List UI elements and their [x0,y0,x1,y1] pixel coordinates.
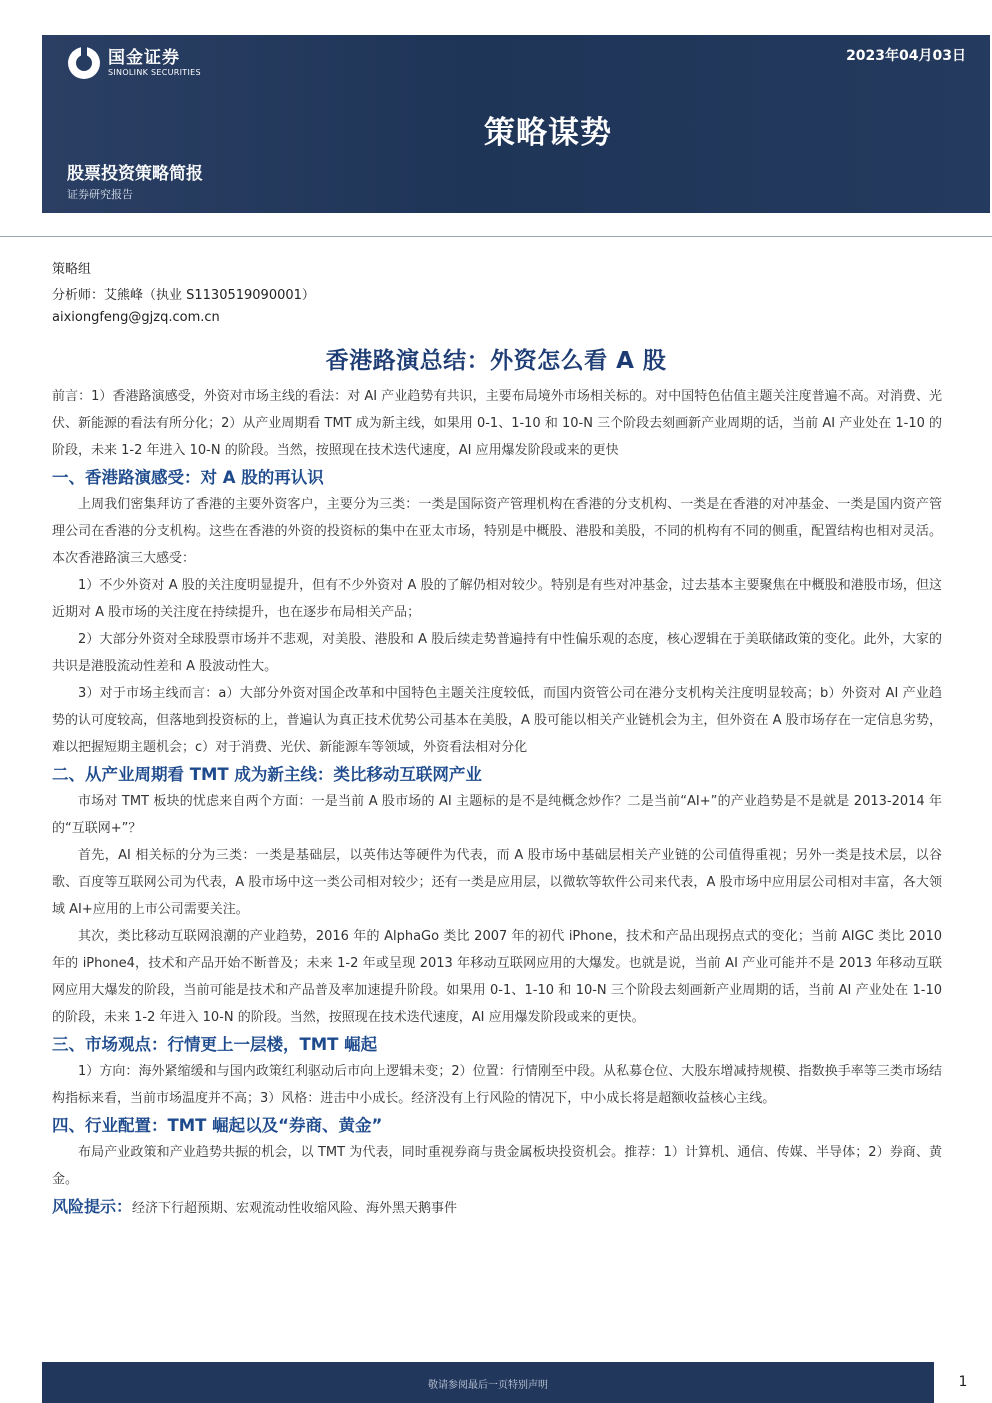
section-3-paragraph: 1）方向：海外紧缩缓和与国内政策红利驱动后市向上逻辑未变；2）位置：行情刚至中段。从私募仓位、大股东增减持规模、指数换手率等三类市场结构指标来看，当前市场温度并不高；3）风格：进击中小成长。经济没有上行风险的情况下，中小成长将是超额收益核心主线。 [52,1064,942,1106]
report-date: 2023年04月03日 [846,48,966,64]
logo-chinese-name: 国金证券 [108,47,180,68]
risk-label: 风险提示： [52,1197,133,1216]
section-1-paragraph: 2）大部分外资对全球股票市场并不悲观，对美股、港股和 A 股后续走势普遍持有中性偏乐观的态度，核心逻辑在于美联储政策的变化。此外，大家的共识是港股流动性差和 A 股波动性大。 [52,632,942,674]
section-4-paragraph: 布局产业政策和产业趋势共振的机会，以 TMT 为代表，同时重视券商与贵金属板块投资机会。推荐：1）计算机、通信、传媒、半导体；2）券商、黄金。 [52,1145,942,1187]
risk-warning [52,1193,942,1222]
section-4-heading: 四、行业配置：TMT 崛起以及“券商、黄金” [52,1116,383,1135]
section-1-paragraph: 上周我们密集拜访了香港的主要外资客户，主要分为三类：一类是国际资产管理机构在香港的分支机构、一类是在香港的对冲基金、一类是国内资产管理公司在香港的分支机构。这些在香港的外资的投资标的集中在亚太市场，特别是中概股、港股和美股，不同的机构有不同的侧重，配置结构也相对灵活。本次香港路演三大感受： [52,497,942,566]
report-series-title: 策略谋势 [484,115,612,151]
page-footer [42,1362,934,1403]
risk-text: 经济下行超预期、宏观流动性收缩风险、海外黑天鹅事件 [132,1201,458,1216]
section-1-paragraph: 1）不少外资对 A 股的关注度明显提升，但有不少外资对 A 股的了解仍相对较少。特别是有些对冲基金，过去基本主要聚焦在中概股和港股市场，但这近期对 A 股市场的关注度在持续提升，也在逐步布局相关产品； [52,578,942,620]
section-2-paragraph: 其次，类比移动互联网浪潮的产业趋势，2016 年的 AlphaGo 类比 2007 年的初代 iPhone，技术和产品出现拐点式的变化；当前 AIGC 类比 2010 年的 iPhone4，技术和产品开始不断普及；未来 1-2 年或呈现 2013 年移动互联网应用的大爆发。也就是说，当前 AI 产业可能并不是 2013 年移动互联网应用大爆发的阶段，当前可能是技术和产品普及率加速提升阶段。如果用 0-1、1-10 和 10-N 三个阶段去刻画新产业周期的话，当前 AI 产业处在 1-10 的阶段，未来 1-2 年进入 10-N 的阶段。当然，按照现在技术迭代速度，AI 应用爆发阶段或来的更快。 [52,929,942,1025]
research-group: 策略组 [52,262,92,277]
section-2-paragraph: 市场对 TMT 板块的忧虑来自两个方面：一是当前 A 股市场的 AI 主题标的是不是纯概念炒作？二是当前“AI+”的产业趋势是不是就是 2013-2014 年的“互联网+”？ [52,794,942,836]
header-divider [0,236,992,237]
sinolink-logo-icon [68,47,100,79]
section-2-paragraph: 首先，AI 相关标的分为三类：一类是基础层，以英伟达等硬件为代表，而 A 股市场中基础层相关产业链的公司值得重视；另外一类是技术层，以谷歌、百度等互联网公司为代表，A 股市场中这一类公司相对较少；还有一类是应用层，以微软等软件公司来代表，A 股市场中应用层公司相对丰富，各大领域 AI+应用的上市公司需要关注。 [52,848,942,917]
document-title: 香港路演总结：外资怎么看 A 股 [325,348,667,374]
page-number: 1 [958,1374,968,1390]
analyst-email[interactable]: aixiongfeng@gjzq.com.cn [52,310,220,325]
brand-logo [68,47,201,79]
intro-paragraph: 前言：1）香港路演感受，外资对市场主线的看法：对 AI 产业趋势有共识，主要布局境外市场相关标的。对中国特色估值主题关注度普遍不高。对消费、光伏、新能源的看法有所分化；2）从产业周期看 TMT 成为新主线，如果用 0-1、1-10 和 10-N 三个阶段去刻画新产业周期的话，当前 AI 产业处在 1-10 的阶段，未来 1-2 年进入 10-N 的阶段。当然，按照现在技术迭代速度，AI 应用爆发阶段或来的更快 [52,389,942,458]
section-1-paragraph: 3）对于市场主线而言：a）大部分外资对国企改革和中国特色主题关注度较低，而国内资管公司在港分支机构关注度明显较高；b）外资对 AI 产业趋势的认可度较高，但落地到投资标的上，普遍认为真正技术优势公司基本在美股，A 股可能以相关产业链机会为主，但外资在 A 股市场存在一定信息劣势，难以把握短期主题机会；c）对于消费、光伏、新能源车等领域，外资看法相对分化 [52,686,942,755]
disclaimer-note: 敬请参阅最后一页特别声明 [428,1380,548,1391]
report-category: 证券研究报告 [67,188,133,201]
report-type: 股票投资策略简报 [67,164,203,184]
section-3-heading: 三、市场观点：行情更上一层楼，TMT 崛起 [52,1035,378,1054]
section-2-heading: 二、从产业周期看 TMT 成为新主线：类比移动互联网产业 [52,765,482,784]
report-header-banner [42,35,990,213]
report-body [52,383,942,1222]
logo-english-name: SINOLINK SECURITIES [108,67,201,77]
analyst-line: 分析师：艾熊峰（执业 S1130519090001） [52,288,315,303]
section-1-heading: 一、香港路演感受：对 A 股的再认识 [52,468,324,487]
